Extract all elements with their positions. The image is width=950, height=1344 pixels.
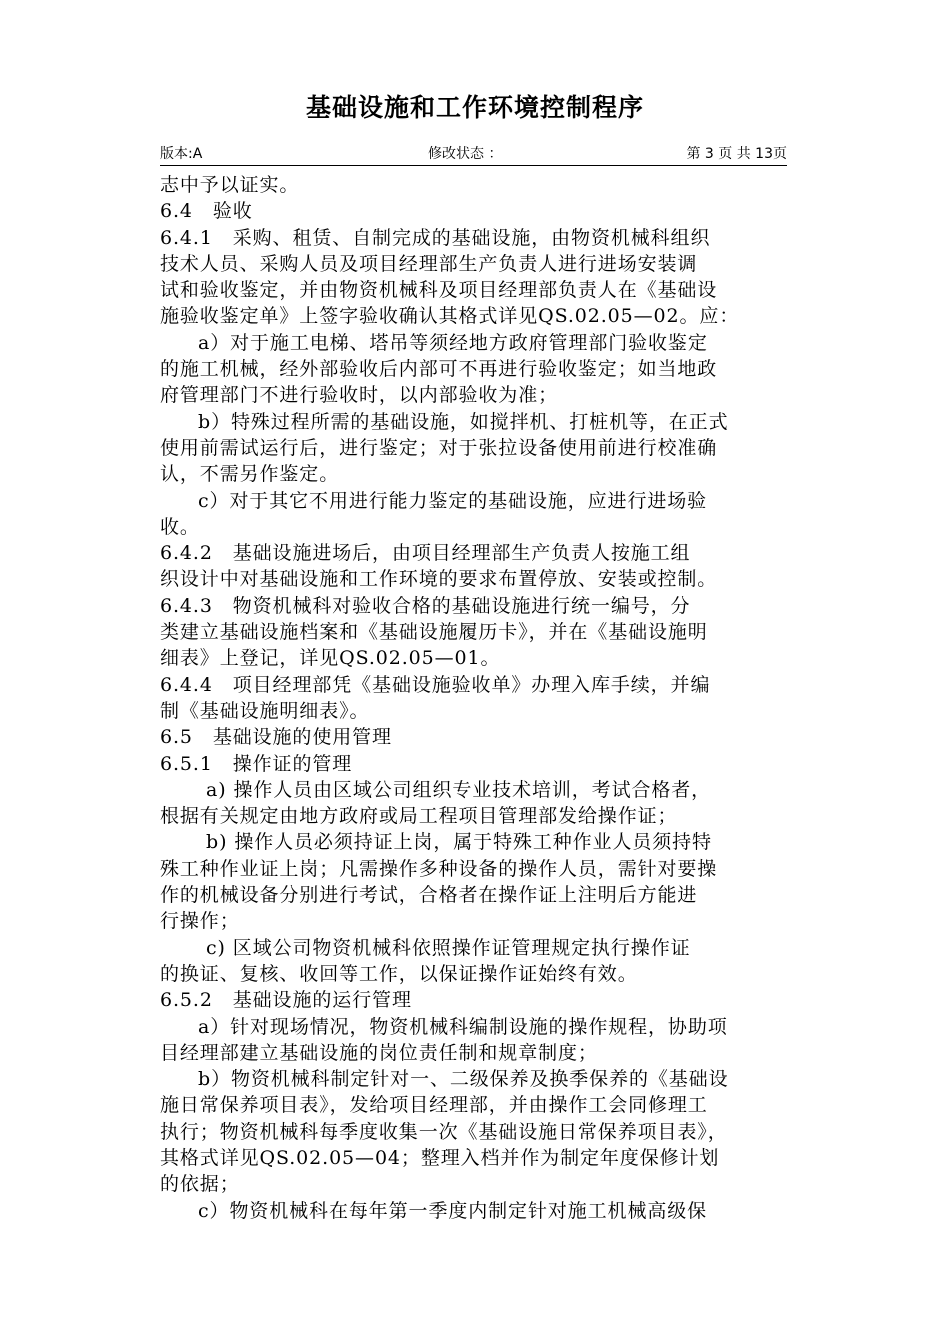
list-item: b）物资机械科制定针对一、二级保养及换季保养的《基础设: [198, 1068, 729, 1091]
text-line: 志中予以证实。: [160, 174, 300, 196]
list-item: a）对于施工电梯、塔吊等须经地方政府管理部门验收鉴定: [198, 331, 708, 354]
text-line: 的依据；: [160, 1173, 240, 1196]
text-line: 作的机械设备分别进行考试，合格者在操作证上注明后方能进: [160, 884, 698, 907]
text-line: 6.4.1 采购、租赁、自制完成的基础设施，由物资机械科组织: [160, 226, 711, 249]
revision-status-label: 修改状态 ：: [428, 146, 503, 162]
subsection-heading: 6.5.2 基础设施的运行管理: [160, 989, 412, 1012]
text-line: 根据有关规定由地方政府或局工程项目管理部发给操作证；: [160, 805, 678, 828]
text-line: 行操作；: [160, 910, 240, 933]
list-item: b）特殊过程所需的基础设施，如搅拌机、打桩机等，在正式: [198, 410, 729, 433]
page-number-label: 第 3 页 共 13页: [686, 146, 787, 162]
text-line: 技术人员、采购人员及项目经理部生产负责人进行进场安装调: [160, 252, 698, 275]
text-line: 试和验收鉴定，并由物资机械科及项目经理部负责人在《基础设: [160, 279, 718, 302]
text-line: 6.4.4 项目经理部凭《基础设施验收单》办理入库手续，并编: [160, 673, 711, 696]
list-item: a) 操作人员由区域公司组织专业技术培训，考试合格者，: [206, 778, 712, 801]
section-heading: 6.4 验收: [160, 200, 253, 223]
list-item: c）对于其它不用进行能力鉴定的基础设施，应进行进场验: [198, 489, 708, 512]
text-line: 施日常保养项目表》，发给项目经理部，并由操作工会同修理工: [160, 1094, 708, 1117]
text-line: 殊工种作业证上岗；凡需操作多种设备的操作人员，需针对要操: [160, 857, 718, 880]
list-item: c）物资机械科在每年第一季度内制定针对施工机械高级保: [198, 1199, 708, 1222]
section-heading: 6.5 基础设施的使用管理: [160, 726, 392, 749]
list-item: b) 操作人员必须持证上岗，属于特殊工种作业人员须持特: [206, 831, 712, 854]
version-label: 版本:A: [160, 146, 203, 162]
text-line: 6.4.3 物资机械科对验收合格的基础设施进行统一编号，分: [160, 594, 691, 617]
text-line: 目经理部建立基础设施的岗位责任制和规章制度；: [160, 1041, 598, 1064]
text-line: 执行；物资机械科每季度收集一次《基础设施日常保养项目表》，: [160, 1120, 728, 1143]
subsection-heading: 6.5.1 操作证的管理: [160, 752, 353, 775]
text-line: 的换证、复核、收回等工作，以保证操作证始终有效。: [160, 962, 638, 985]
text-line: 类建立基础设施档案和《基础设施履历卡》，并在《基础设施明: [160, 621, 708, 644]
text-line: 施验收鉴定单》上签字验收确认其格式详见QS.02.05—02。应：: [160, 305, 740, 328]
page-title: 基础设施和工作环境控制程序: [305, 93, 644, 122]
text-line: 收。: [160, 515, 200, 538]
text-line: 6.4.2 基础设施进场后，由项目经理部生产负责人按施工组: [160, 542, 691, 565]
document-body: [160, 172, 820, 1224]
text-line: 认，不需另作鉴定。: [160, 463, 340, 486]
text-line: 织设计中对基础设施和工作环境的要求布置停放、安装或控制。: [160, 568, 718, 591]
text-line: 制《基础设施明细表》。: [160, 699, 370, 722]
document-header: [160, 143, 787, 166]
list-item: c) 区域公司物资机械科依照操作证管理规定执行操作证: [206, 936, 691, 959]
text-line: 府管理部门不进行验收时，以内部验收为准；: [160, 384, 559, 407]
list-item: a）针对现场情况，物资机械科编制设施的操作规程，协助项: [198, 1015, 728, 1038]
text-line: 的施工机械，经外部验收后内部可不再进行验收鉴定；如当地政: [160, 358, 718, 381]
text-line: 使用前需试运行后，进行鉴定；对于张拉设备使用前进行校准确: [160, 436, 718, 459]
text-line: 其格式详见QS.02.05—04；整理入档并作为制定年度保修计划: [160, 1146, 720, 1169]
text-line: 细表》上登记，详见QS.02.05—01。: [160, 647, 501, 670]
